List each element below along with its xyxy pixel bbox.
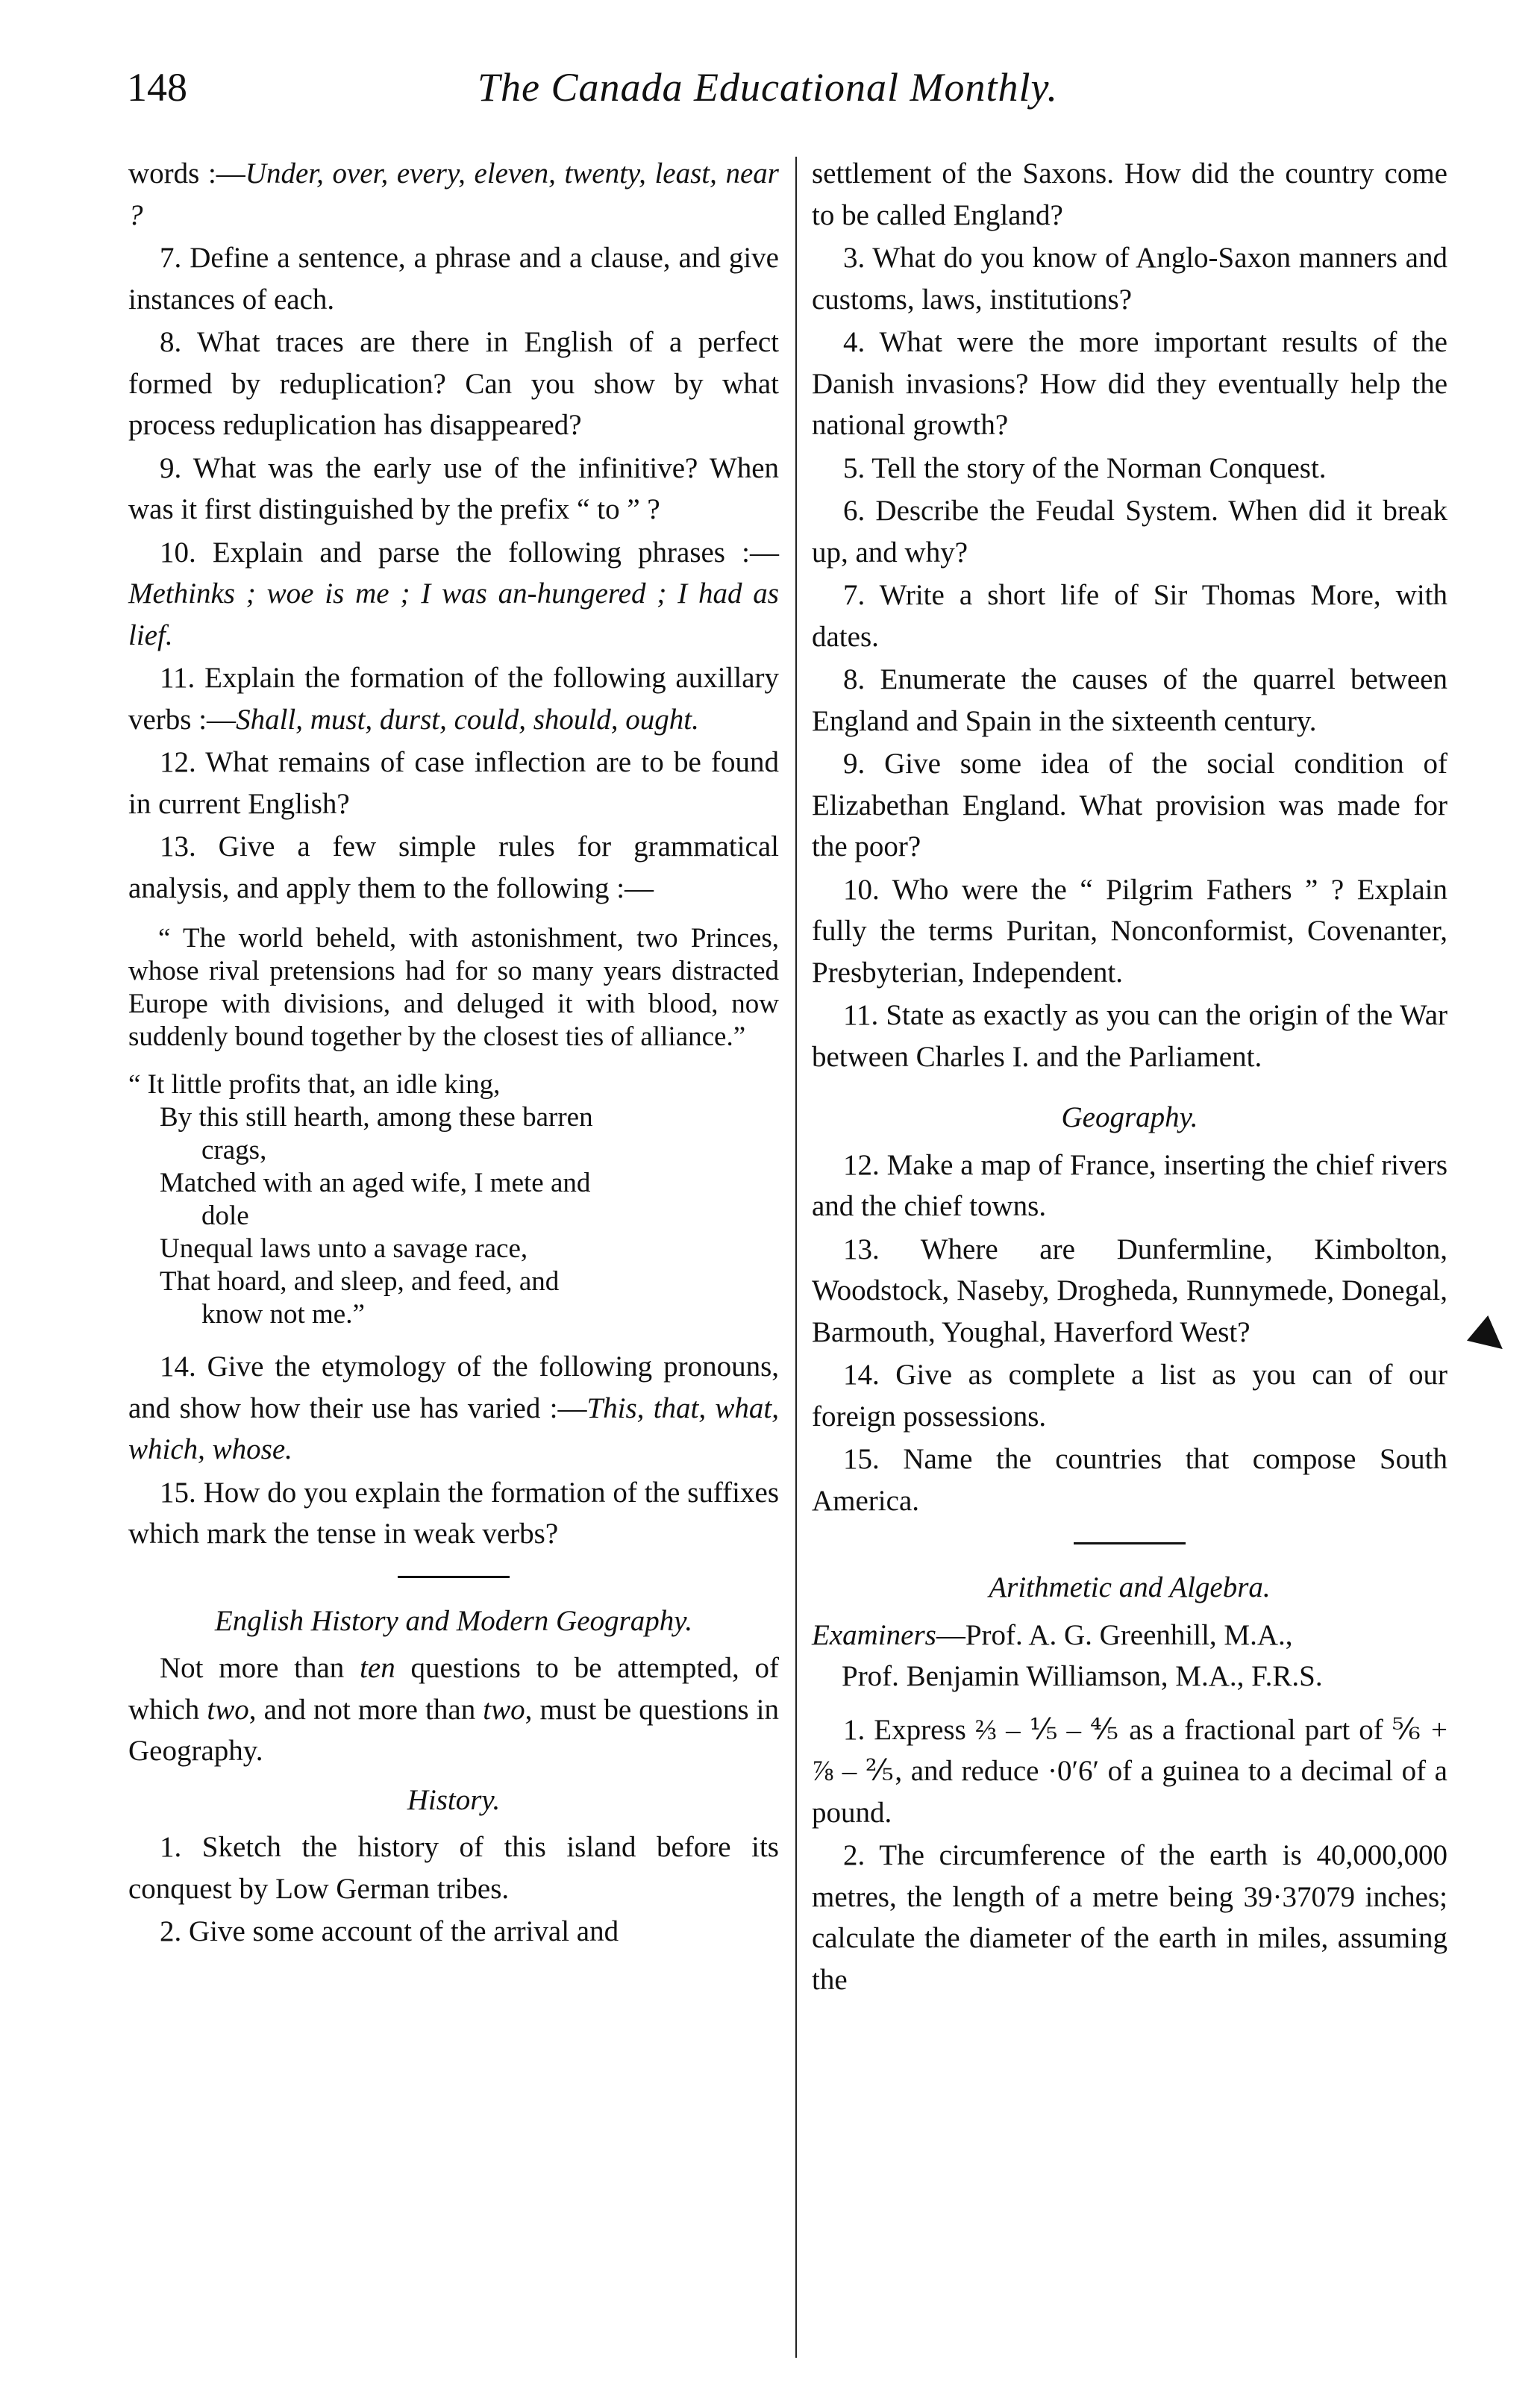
arithmetic-algebra-heading: Arithmetic and Algebra. (989, 1571, 1271, 1603)
history-question-6: 6. Describe the Feudal System. When did it break up, and why? (812, 495, 1447, 569)
examiners: Examiners—Prof. A. G. Greenhill, M.A., Prof. Benjamin Williamson, M.A., F.R.S. (812, 1618, 1323, 1692)
geography-heading: Geography. (1061, 1101, 1198, 1133)
section-rule (398, 1576, 510, 1578)
history-question-10: 10. Who were the “ Pilgrim Fathers ” ? Explain fully the terms Puritan, Nonconformist, Covenanter, Presbyterian, Independent. (812, 873, 1447, 989)
history-question-1: 1. Sketch the history of this island before its conquest by Low German tribes. (128, 1831, 779, 1905)
geography-question-14: 14. Give as complete a list as you can of our foreign possessions. (812, 1359, 1447, 1433)
question-9: 9. What was the early use of the infinitive? When was it first distinguished by the prefix “ to ” ? (128, 451, 779, 525)
history-question-7: 7. Write a short life of Sir Thomas More, with dates. (812, 579, 1447, 653)
geography-question-12: 12. Make a map of France, inserting the chief rivers and the chief towns. (812, 1148, 1447, 1222)
question-7: 7. Define a sentence, a phrase and a clause, and give instances of each. (128, 242, 779, 316)
history-question-4: 4. What were the more important results of the Danish invasions? How did they eventually help the national growth? (812, 326, 1447, 441)
section-rule-2 (1074, 1542, 1186, 1544)
question-14: 14. Give the etymology of the following pronouns, and show how their use has varied :—This, that, what, which, whose. (128, 1350, 779, 1465)
arithmetic-question-1: 1. Express ⅔ – ⅕ – ⅘ as a fractional part of ⅚ + ⅞ – ⅖, and reduce ·0′6′ of a guinea to a decimal of a pound. (812, 1713, 1447, 1829)
question-13: 13. Give a few simple rules for grammatical analysis, and apply them to the following :— (128, 830, 779, 904)
history-heading: History. (407, 1783, 501, 1816)
margin-arrow-icon (1467, 1315, 1513, 1362)
section-instructions: Not more than ten questions to be attempted, of which two, and not more than two, must be questions in Geography. (128, 1652, 779, 1767)
question-8: 8. What traces are there in English of a perfect formed by reduplication? Can you show by what process reduplication has disappeared? (128, 326, 779, 441)
journal-title: The Canada Educational Monthly. (478, 65, 1058, 110)
history-question-5: 5. Tell the story of the Norman Conquest. (843, 451, 1327, 484)
history-question-8: 8. Enumerate the causes of the quarrel between England and Spain in the sixteenth century. (812, 663, 1447, 737)
question-10: 10. Explain and parse the following phrases :—Methinks ; woe is me ; I was an-hungered ; I had as lief. (128, 536, 779, 651)
prose-quotation: “ The world beheld, with astonishment, two Princes, whose rival pretensions had for so many years distracted Europe with divisions, and deluged it with blood, now suddenly bound together by the closest ties of alliance.” (128, 923, 779, 1052)
right-column (812, 153, 1447, 2002)
page-number: 148 (127, 65, 187, 110)
section-heading-history-geography: English History and Modern Geography. (214, 1604, 693, 1637)
history-question-9: 9. Give some idea of the social condition of Elizabethan England. What provision was made for the poor? (812, 748, 1447, 863)
question-15: 15. How do you explain the formation of the suffixes which mark the tense in weak verbs? (128, 1476, 779, 1550)
page-header (127, 64, 1455, 131)
column-divider (795, 157, 797, 2358)
history-question-11: 11. State as exactly as you can the origin of the War between Charles I. and the Parliament. (812, 999, 1447, 1073)
geography-question-15: 15. Name the countries that compose South America. (812, 1443, 1447, 1517)
left-column (128, 153, 779, 1954)
question-6-end: words :—Under, over, every, eleven, twenty, least, near ? (128, 157, 779, 231)
question-11: 11. Explain the formation of the following auxillary verbs :—Shall, must, durst, could, should, ought. (128, 662, 779, 736)
arithmetic-question-2: 2. The circumference of the earth is 40,000,000 metres, the length of a metre being 39·37079 inches; calculate the diameter of the earth in miles, assuming the (812, 1839, 1447, 1996)
poem-quotation: “ It little profits that, an idle king, By this still hearth, among these barren crags, Matched with an aged wife, I mete and dole Unequal laws unto a savage race, That hoard, and sleep, and feed, and know not me.” (128, 1069, 593, 1330)
history-question-3: 3. What do you know of Anglo-Saxon manners and customs, laws, institutions? (812, 242, 1447, 316)
history-question-2-end: settlement of the Saxons. How did the country come to be called England? (812, 157, 1447, 231)
geography-question-13: 13. Where are Dunfermline, Kimbolton, Woodstock, Naseby, Drogheda, Runnymede, Donegal, Barmouth, Youghal, Haverford West? (812, 1233, 1447, 1348)
history-question-2-start: 2. Give some account of the arrival and (160, 1915, 619, 1947)
question-12: 12. What remains of case inflection are to be found in current English? (128, 746, 779, 820)
